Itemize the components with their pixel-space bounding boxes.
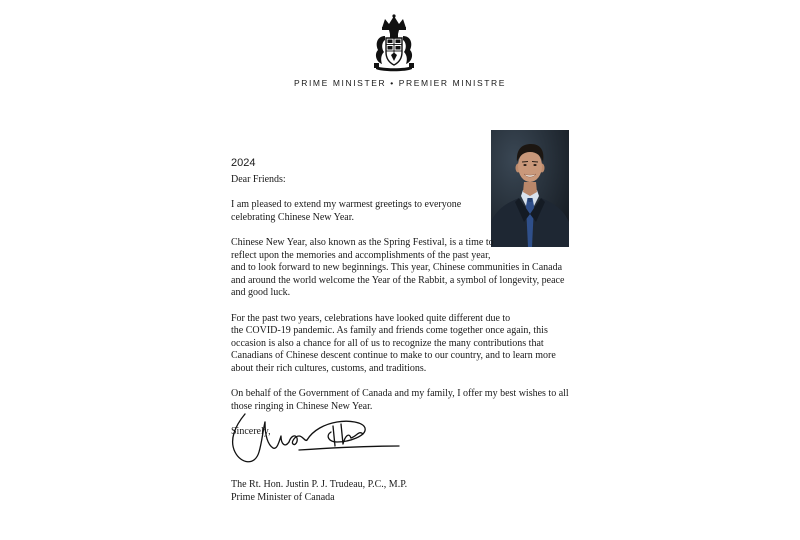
letter-year: 2024 bbox=[231, 157, 256, 169]
letter-closing: Sincerely, bbox=[231, 425, 271, 437]
letter-salutation: Dear Friends: bbox=[231, 174, 286, 185]
office-title: PRIME MINISTER • PREMIER MINISTRE bbox=[293, 78, 507, 88]
signatory-block bbox=[231, 479, 407, 504]
letter-paragraph-1: I am pleased to extend my warmest greetings to everyone celebrating Chinese New Year. bbox=[231, 199, 462, 223]
signature-icon bbox=[229, 412, 401, 472]
crest-icon bbox=[372, 14, 416, 72]
signatory-name: The Rt. Hon. Justin P. J. Trudeau, P.C., M.P. bbox=[231, 479, 408, 490]
letter-body bbox=[231, 157, 576, 451]
signatory-title: Prime Minister of Canada bbox=[231, 491, 335, 503]
letter-paragraph-3: For the past two years, celebrations have looked quite different due to the COVID-19 pandemic. As family and friends come together once again, this occasion is also a chance for all of us to recognize the many contributions that Canadians of Chinese descent continue to make to our country, and to learn more about their rich cultures, customs, and traditions. bbox=[231, 312, 556, 374]
letter-paragraph-4: On behalf of the Government of Canada and my family, I offer my best wishes to all those ringing in Chinese New Year. bbox=[231, 388, 569, 412]
letter-paragraph-2: Chinese New Year, also known as the Spring Festival, is a time to reflect upon the memories and accomplishments of the past year, and to look forward to new beginnings. This year, Chinese communities in Canada and around the world welcome the Year of the Rabbit, a symbol of longevity, peace and good luck. bbox=[231, 236, 565, 299]
